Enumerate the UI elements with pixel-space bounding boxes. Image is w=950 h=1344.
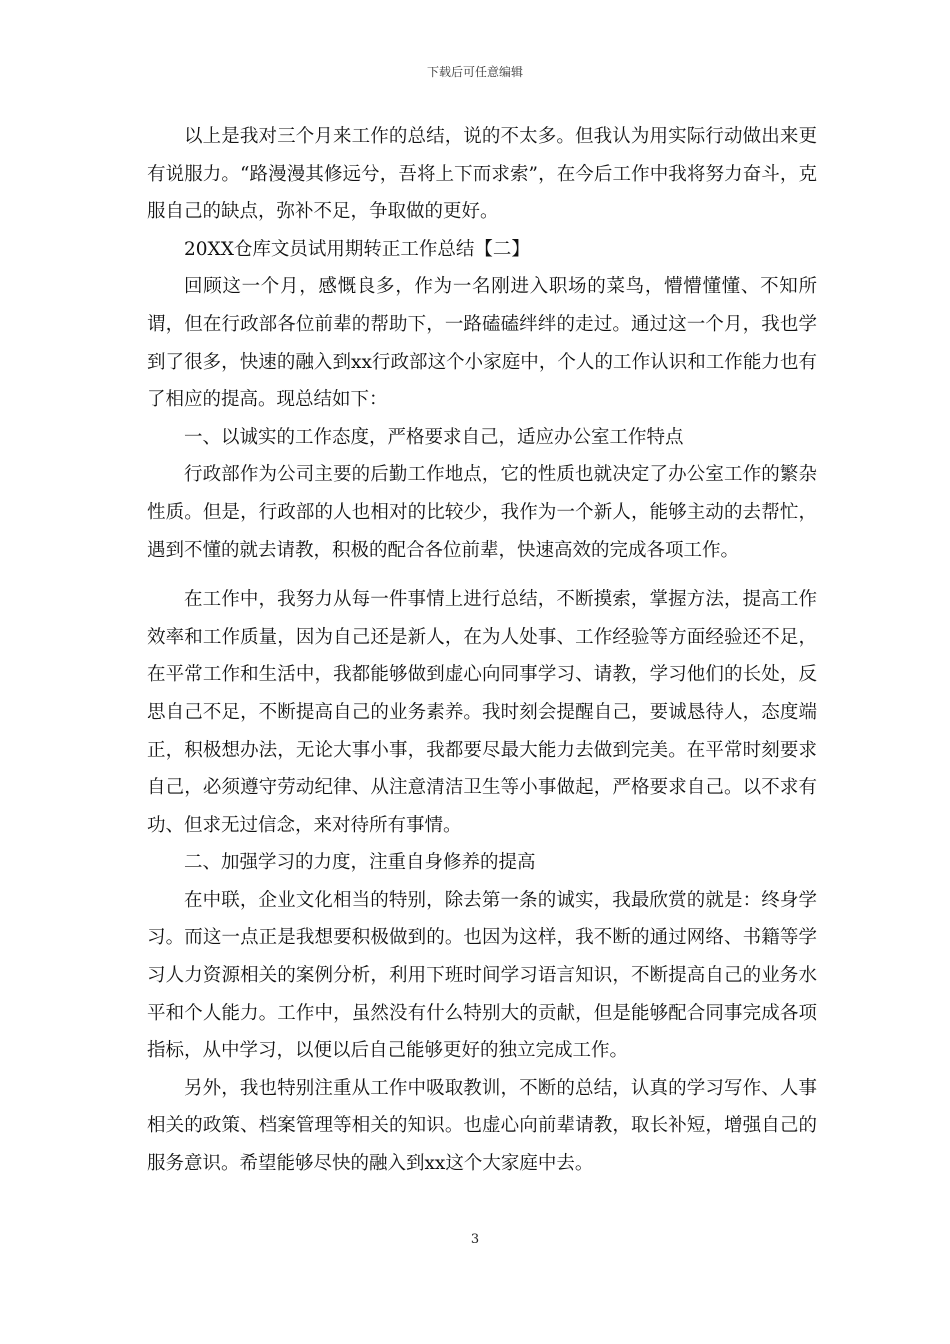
paragraph-learning: 在中联，企业文化相当的特别，除去第一条的诚实，我最欣赏的就是：终身学习。而这一点正是我想要积极做到的。也因为这样，我不断的通过网络、书籍等学习人力资源相关的案例分析，利用下班时间学习语言知识，不断提高自己的业务水平和个人能力。工作中，虽然没有什么特别大的贡献，但是能够配合同事完成各项指标，从中学习，以便以后自己能够更好的独立完成工作。 — [147, 889, 817, 1062]
paragraph-lessons: 另外，我也特别注重从工作中吸取教训，不断的总结，认真的学习写作、人事相关的政策、档案管理等相关的知识。也虚心向前辈请教，取长补短，增强自己的服务意识。希望能够尽快的融入到xx这个大家庭中去。 — [147, 1077, 817, 1175]
paragraph-work-summary: 在工作中，我努力从每一件事情上进行总结，不断摸索，掌握方法，提高工作效率和工作质量，因为自己还是新人，在为人处事、工作经验等方面经验还不足，在平常工作和生活中，我都能够做到虚心向同事学习、请教，学习他们的长处，反思自己不足，不断提高自己的业务素养。我时刻会提醒自己，要诚恳待人，态度端正，积极想办法，无论大事小事，我都要尽最大能力去做到完美。在平常时刻要求自己，必须遵守劳动纪律、从注意清洁卫生等小事做起，严格要求自己。以不求有功、但求无过信念，来对待所有事情。 — [147, 589, 817, 836]
heading-point-one: 一、以诚实的工作态度，严格要求自己，适应办公室工作特点 — [184, 426, 684, 448]
page-header: 下载后可任意编辑 — [426, 65, 523, 79]
paragraph-admin-dept: 行政部作为公司主要的后勤工作地点，它的性质也就决定了办公室工作的繁杂性质。但是，行政部的人也相对的比较少，我作为一个新人，能够主动的去帮忙，遇到不懂的就去请教，积极的配合各位前辈，快速高效的完成各项工作。 — [147, 464, 817, 561]
heading-point-two: 二、加强学习的力度，注重自身修养的提高 — [184, 852, 536, 874]
page-number: 3 — [470, 1232, 480, 1247]
section-title: 20XX仓库文员试用期转正工作总结【二】 — [184, 238, 530, 260]
paragraph-summary-closing: 以上是我对三个月来工作的总结，说的不太多。但我认为用实际行动做出来更有说服力。“路漫漫其修远兮，吾将上下而求索”，在今后工作中我将努力奋斗，克服自己的缺点，弥补不足，争取做的更好。 — [147, 126, 817, 223]
document-body — [147, 118, 817, 1183]
paragraph-intro: 回顾这一个月，感慨良多，作为一名刚进入职场的菜鸟，懵懵懂懂、不知所谓，但在行政部各位前辈的帮助下，一路磕磕绊绊的走过。通过这一个月，我也学到了很多，快速的融入到xx行政部这个小家庭中，个人的工作认识和工作能力也有了相应的提高。现总结如下： — [147, 276, 817, 411]
